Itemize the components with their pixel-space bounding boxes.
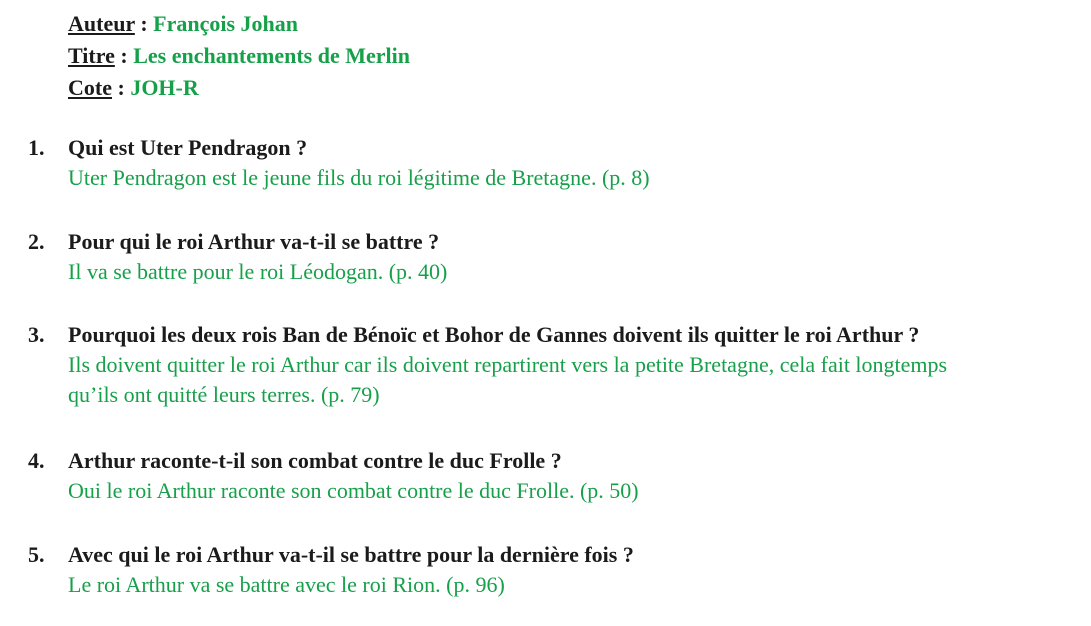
answer-text: [68, 350, 1083, 410]
cote-label: Cote: [68, 75, 112, 100]
question-text: Pourquoi les deux rois Ban de Bénoïc et Bohor de Gannes doivent ils quitter le roi Arthur ?: [68, 322, 920, 347]
question-item-2: [0, 227, 1091, 287]
question-item-4: [0, 446, 1091, 506]
question-item-3: [0, 320, 1091, 410]
author-line: [68, 8, 410, 40]
question-text: Avec qui le roi Arthur va-t-il se battre pour la dernière fois ?: [68, 542, 634, 567]
question-item-1: [0, 133, 1091, 193]
title-value: Les enchantements de Merlin: [133, 43, 410, 68]
cote-value: JOH-R: [130, 75, 199, 100]
author-separator: :: [134, 11, 154, 36]
question-number: 1.: [28, 135, 45, 160]
cote-separator: :: [111, 75, 131, 100]
answer-line: Uter Pendragon est le jeune fils du roi légitime de Bretagne. (p. 8): [68, 165, 650, 190]
question-number: 3.: [28, 322, 45, 347]
cote-line: [68, 72, 410, 104]
book-info: [68, 8, 410, 104]
question-text: Arthur raconte-t-il son combat contre le duc Frolle ?: [68, 448, 562, 473]
title-label: Titre: [68, 43, 115, 68]
answer-text: [68, 476, 1083, 506]
answer-text: [68, 570, 1083, 600]
question-number: 5.: [28, 542, 45, 567]
question-text: Pour qui le roi Arthur va-t-il se battre ?: [68, 229, 440, 254]
question-number: 4.: [28, 448, 45, 473]
title-separator: :: [114, 43, 134, 68]
answer-line: Il va se battre pour le roi Léodogan. (p. 40): [68, 259, 448, 284]
question-item-5: [0, 540, 1091, 600]
title-line: [68, 40, 410, 72]
answer-line: Oui le roi Arthur raconte son combat contre le duc Frolle. (p. 50): [68, 478, 639, 503]
author-label: Auteur: [68, 11, 135, 36]
answer-text: [68, 163, 1083, 193]
answer-line: Ils doivent quitter le roi Arthur car ils doivent repartirent vers la petite Bretagne, cela fait longtemps: [68, 352, 948, 377]
question-text: Qui est Uter Pendragon ?: [68, 135, 308, 160]
answer-text: [68, 257, 1083, 287]
answer-line: Le roi Arthur va se battre avec le roi Rion. (p. 96): [68, 572, 505, 597]
author-value: François Johan: [153, 11, 299, 36]
answer-line: qu’ils ont quitté leurs terres. (p. 79): [68, 382, 380, 407]
question-number: 2.: [28, 229, 45, 254]
